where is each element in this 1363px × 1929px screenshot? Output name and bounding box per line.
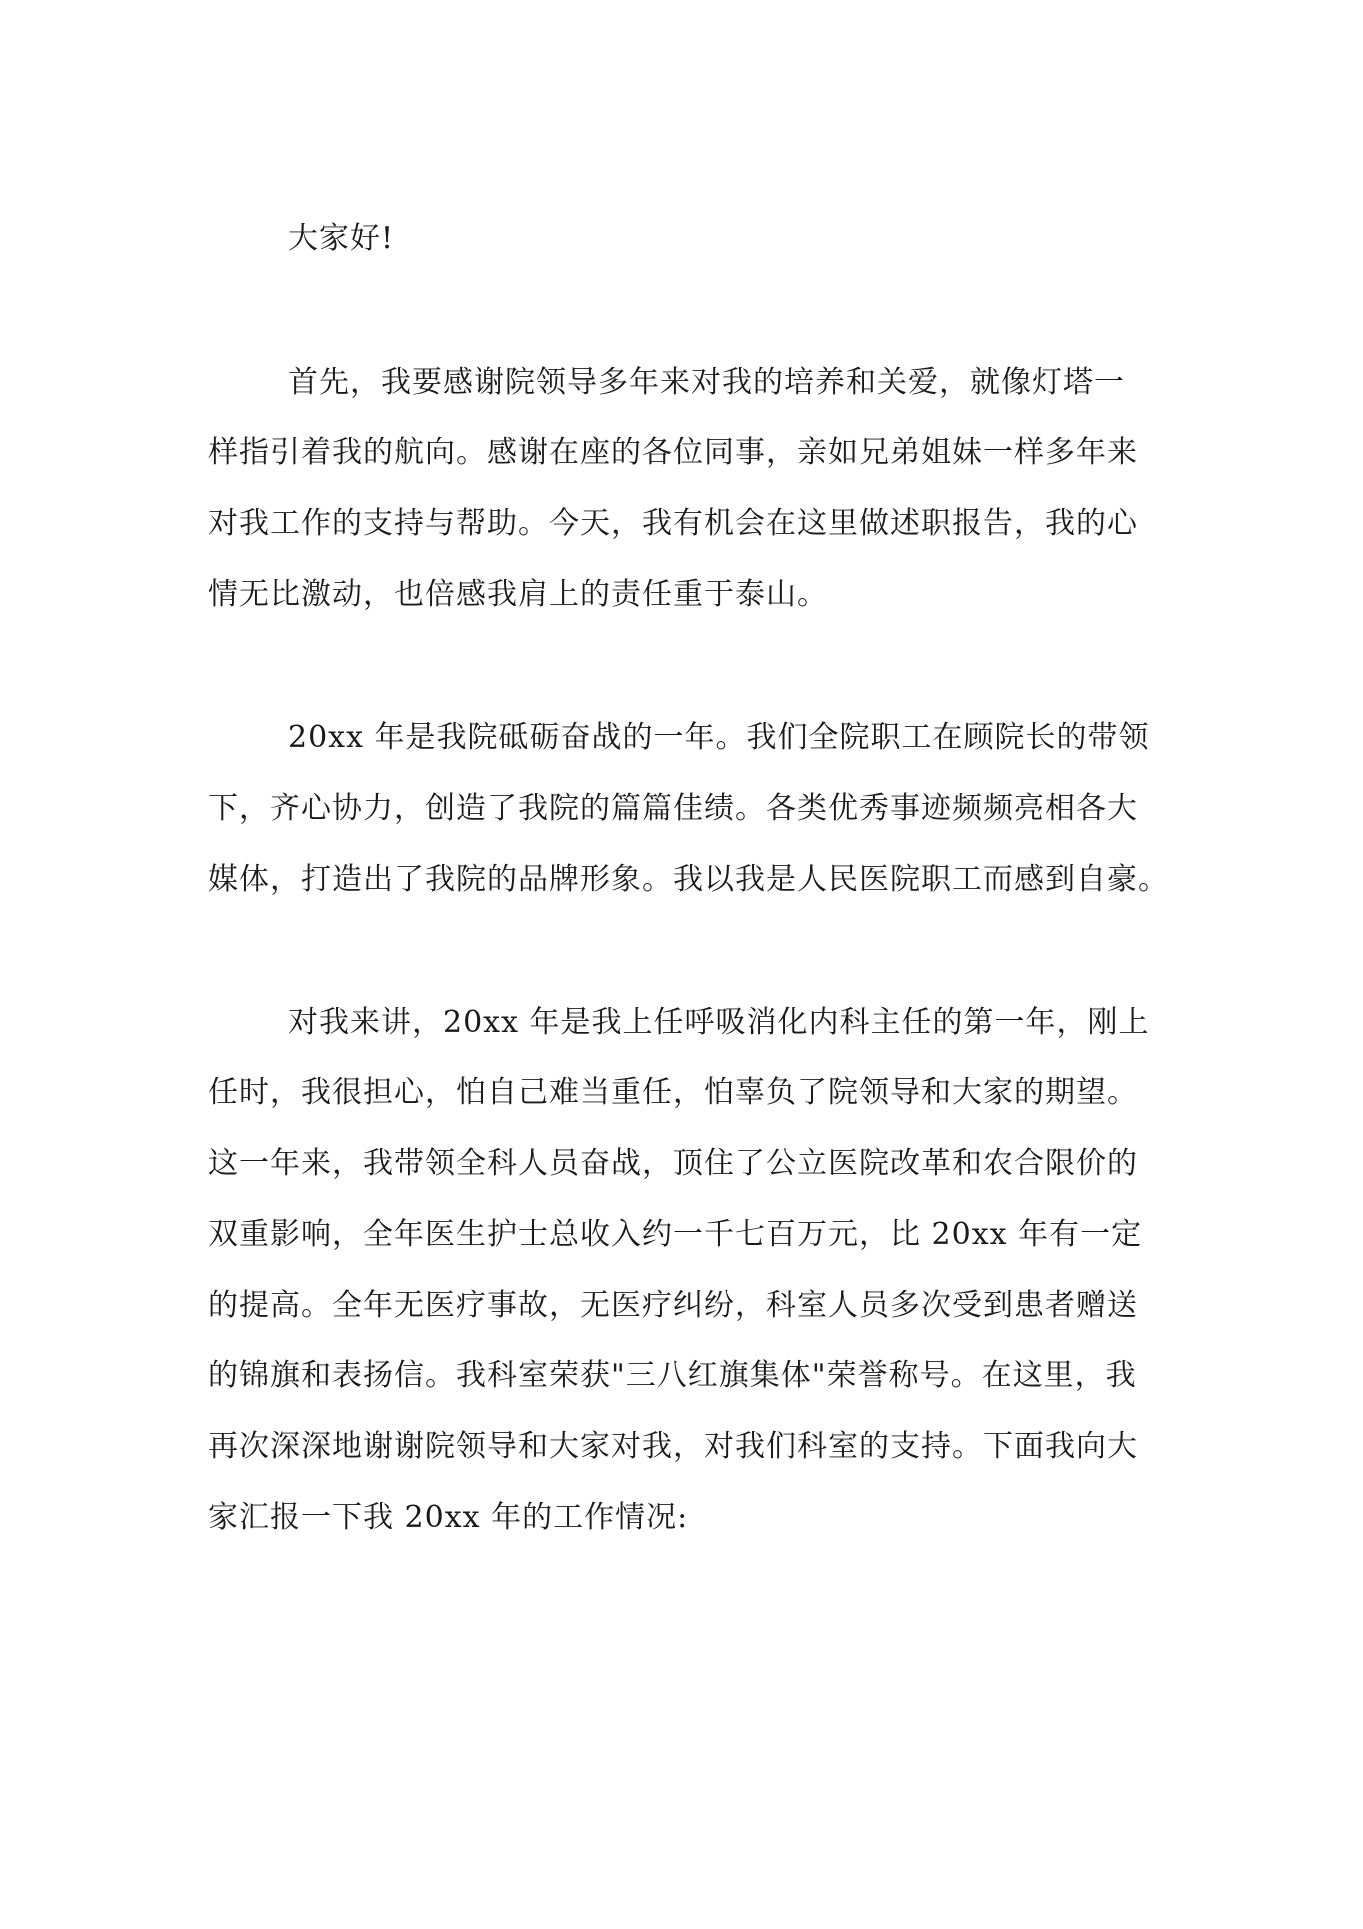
paragraph-line: 对我工作的支持与帮助。今天，我有机会在这里做述职报告，我的心 (208, 506, 1138, 541)
paragraph-line: 对我来讲，20xx 年是我上任呼吸消化内科主任的第一年，刚上 (288, 1005, 1150, 1040)
greeting: 大家好! (288, 221, 395, 256)
paragraph-line: 20xx 年是我院砥砺奋战的一年。我们全院职工在顾院长的带领 (288, 720, 1150, 755)
paragraph-line: 这一年来，我带领全科人员奋战，顶住了公立医院改革和农合限价的 (208, 1146, 1138, 1181)
paragraph-line: 首先，我要感谢院领导多年来对我的培养和关爱，就像灯塔一 (288, 365, 1125, 400)
paragraph-line: 再次深深地谢谢院领导和大家对我，对我们科室的支持。下面我向大 (208, 1429, 1138, 1464)
paragraph-line: 样指引着我的航向。感谢在座的各位同事，亲如兄弟姐妹一样多年来 (208, 435, 1138, 470)
paragraph-line: 任时，我很担心，怕自己难当重任，怕辜负了院领导和大家的期望。 (208, 1075, 1138, 1110)
paragraph-line: 下，齐心协力，创造了我院的篇篇佳绩。各类优秀事迹频频亮相各大 (208, 791, 1138, 826)
paragraph-line: 情无比激动，也倍感我肩上的责任重于泰山。 (208, 577, 828, 612)
paragraph-line: 的提高。全年无医疗事故，无医疗纠纷，科室人员多次受到患者赠送 (208, 1288, 1138, 1323)
paragraph-line: 双重影响，全年医生护士总收入约一千七百万元，比 20xx 年有一定 (208, 1217, 1143, 1252)
paragraph-line: 媒体，打造出了我院的品牌形象。我以我是人民医院职工而感到自豪。 (208, 862, 1169, 897)
paragraph-line: 的锦旗和表扬信。我科室荣获"三八红旗集体"荣誉称号。在这里，我 (208, 1358, 1137, 1393)
paragraph-line: 家汇报一下我 20xx 年的工作情况: (208, 1500, 689, 1535)
